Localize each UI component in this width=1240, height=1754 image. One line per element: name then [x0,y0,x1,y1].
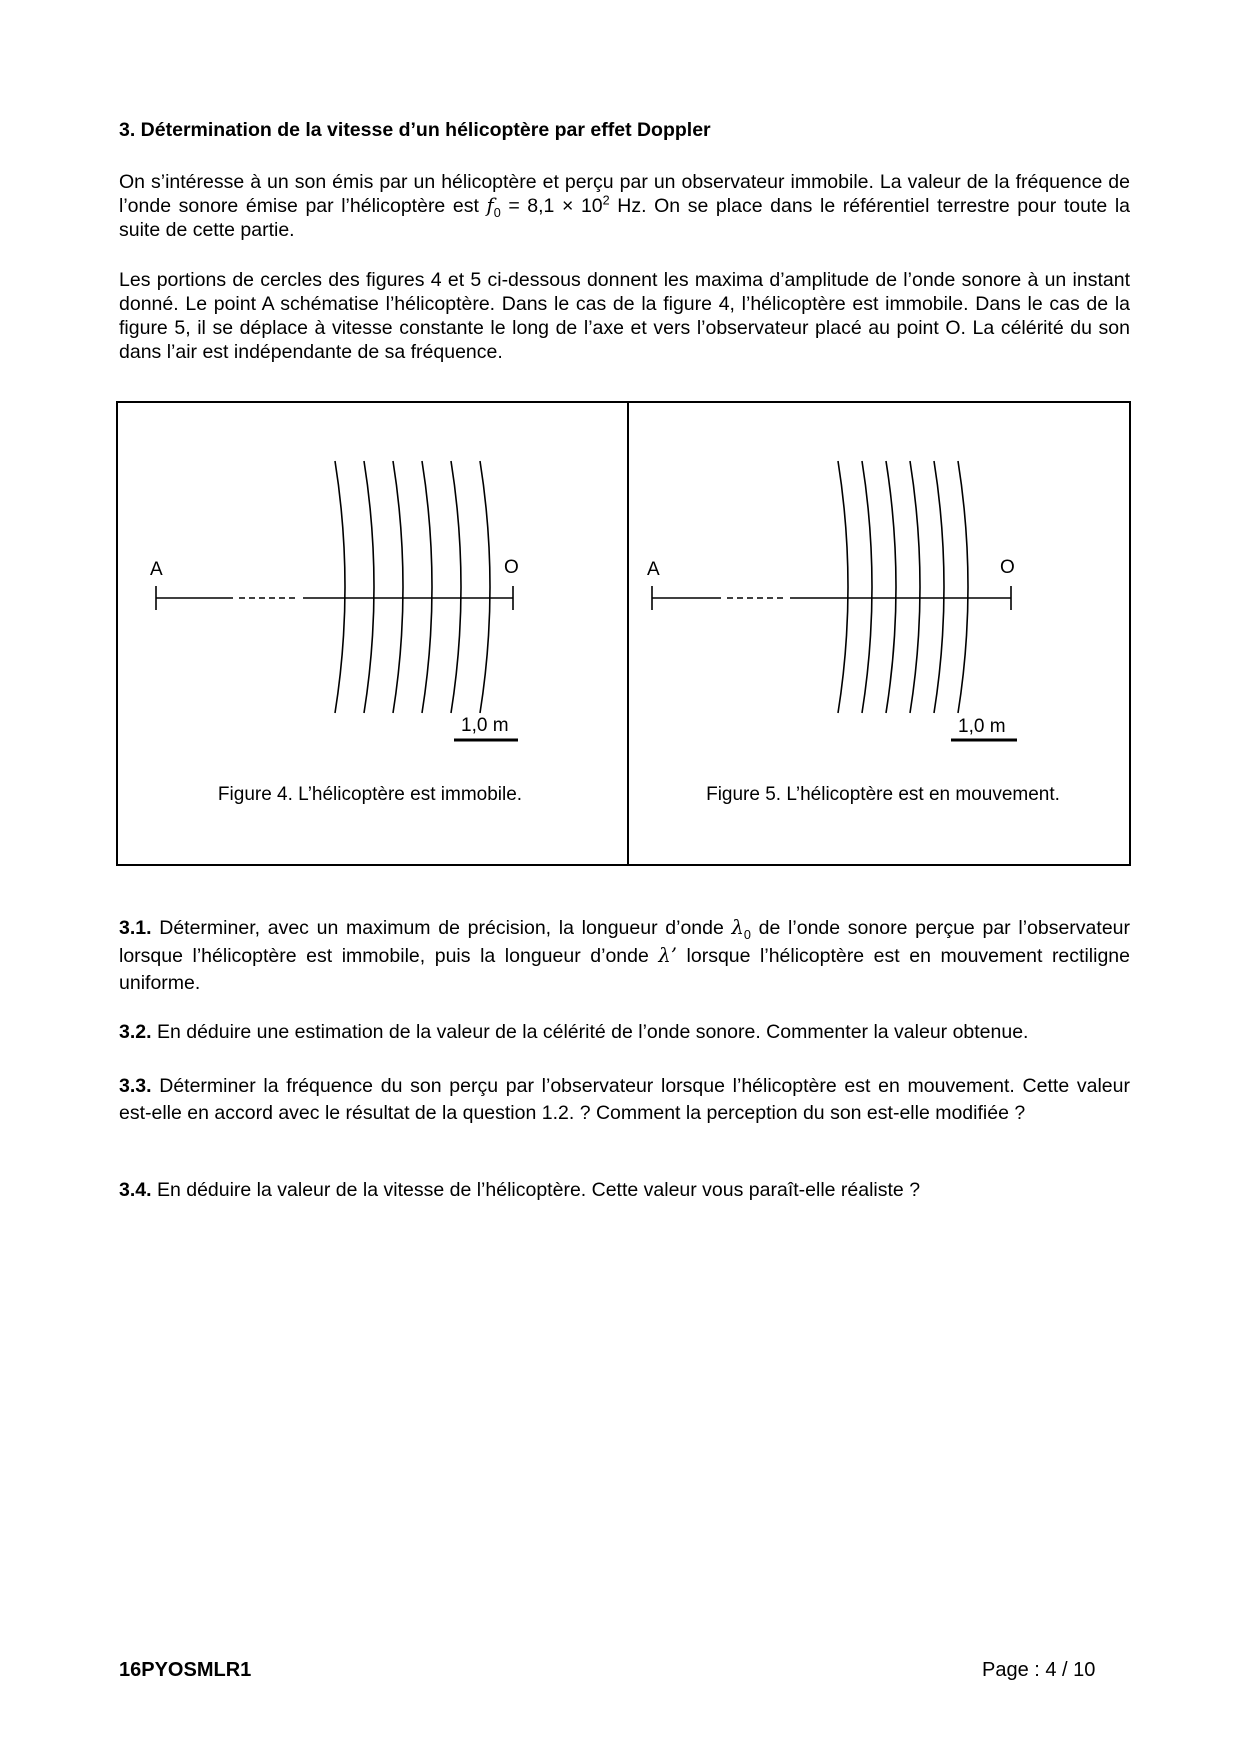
figure5-wavefront-1 [838,461,848,713]
figure5-scale-label: 1,0 m [958,716,1006,737]
intro-text-b: = 8,1 × 10 [500,195,603,217]
figure5-wavefront-6 [958,461,968,713]
figure4-diagram [156,461,518,740]
figure5-wavefront-5 [934,461,944,713]
lambda0-subscript: 0 [743,927,751,942]
question-3-1-text-a: Déterminer, avec un maximum de précision, la longueur d’onde [151,917,732,939]
question-3-3-text: Déterminer la fréquence du son perçu par l’observateur lorsque l’hélicoptère est en mouvement. Cette valeur est-elle en accord avec le résultat de la question 1.2. ? Comment la perception du son est-elle modifiée ? [119,1075,1130,1124]
figure4-scale-label: 1,0 m [461,715,509,736]
figure5-diagram [652,461,1017,740]
question-3-1-number: 3.1. [119,917,152,939]
figure4-wavefront-5 [451,461,461,713]
question-3-4-text: En déduire la valeur de la vitesse de l’hélicoptère. Cette valeur vous paraît-elle réaliste ? [151,1179,921,1201]
question-3-1 [119,914,1130,997]
intro-text-c: Hz. On se place dans le référentiel terrestre pour toute la suite de cette partie. [119,195,1131,241]
figure4-wavefront-6 [480,461,490,713]
frequency-subscript: 0 [493,205,501,220]
question-3-2 [119,1019,1130,1046]
figure5-wavefront-3 [886,461,896,713]
intro-text-a: On s’intéresse à un son émis par un hélicoptère et perçu par un observateur immobile. La valeur de la fréquence de l’onde sonore émise par l’hélicoptère est [119,171,1130,217]
figure5-wavefront-4 [910,461,920,713]
figures-drawing [118,403,1129,864]
footer-document-code: 16PYOSMLR1 [119,1659,252,1681]
figure4-wavefront-4 [422,461,432,713]
figure4-wavefront-1 [335,461,345,713]
question-3-3-number: 3.3. [119,1075,152,1097]
figure5-label-o: O [1000,557,1015,578]
lambda-prime-symbol: λ’ [658,944,677,967]
figure5-wavefront-2 [862,461,872,713]
question-3-2-number: 3.2. [119,1021,152,1043]
figure5-label-a: A [647,559,660,580]
question-3-4-number: 3.4. [119,1179,152,1201]
figure4-label-a: A [150,559,163,580]
figure4-caption: Figure 4. L’hélicoptère est immobile. [217,784,523,805]
figure5-caption: Figure 5. L’hélicoptère est en mouvement. [706,784,1060,805]
frequency-symbol: f [486,194,494,217]
question-3-1-text-b: de l’onde sonore perçue par l’observateur lorsque l’hélicoptère est immobile, puis la longueur d’onde [119,917,1130,967]
figure4-label-o: O [504,557,519,578]
question-3-2-text: En déduire une estimation de la valeur de la célérité de l’onde sonore. Commenter la valeur obtenue. [151,1021,1029,1043]
figures-frame [116,401,1131,866]
question-3-4 [119,1177,1130,1204]
figure4-wavefront-2 [364,461,374,713]
intro-paragraph [119,170,1130,242]
question-3-3 [119,1073,1130,1127]
section-heading: 3. Détermination de la vitesse d’un hélicoptère par effet Doppler [119,119,711,141]
figure4-wavefront-3 [393,461,403,713]
lambda0-symbol: λ [731,916,744,939]
context-paragraph: Les portions de cercles des figures 4 et 5 ci-dessous donnent les maxima d’amplitude de l’onde sonore à un instant donné. Le point A schématise l’hélicoptère. Dans le cas de la figure 4, l’hélicoptère est immobile. Dans le cas de la figure 5, il se déplace à vitesse constante le long de l’axe et vers l’observateur placé au point O. La célérité du son dans l’air est indépendante de sa fréquence. [119,269,1130,363]
question-3-1-text-c: lorsque l’hélicoptère est en mouvement rectiligne uniforme. [119,945,1130,994]
footer-page-number: Page : 4 / 10 [982,1659,1096,1681]
frequency-exponent: 2 [602,193,610,208]
